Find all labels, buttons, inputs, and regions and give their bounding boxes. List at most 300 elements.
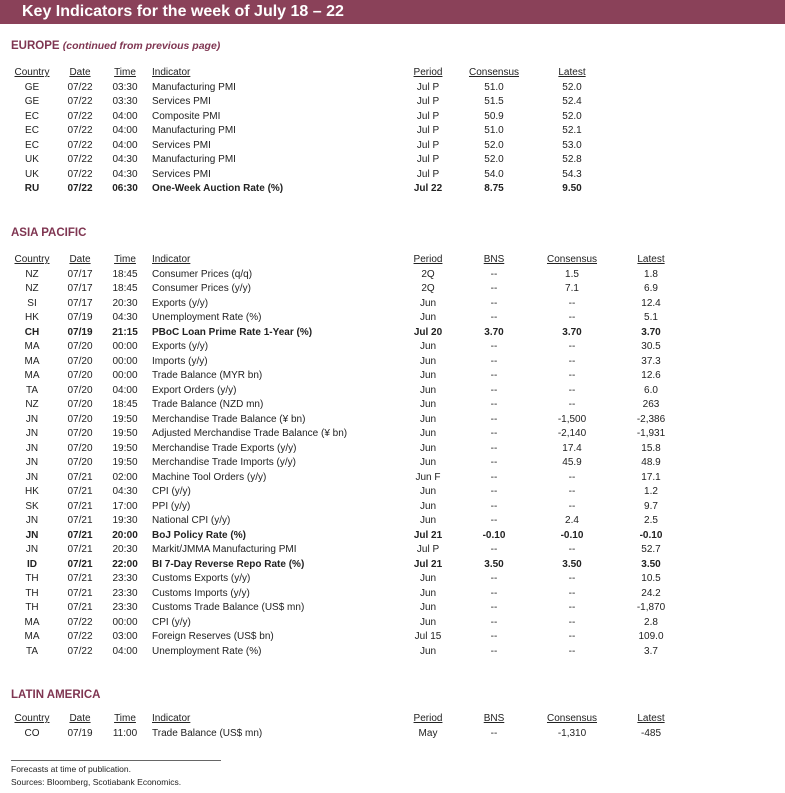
cell-indicator: Services PMI (152, 139, 211, 151)
cell-consensus: 51.0 (484, 125, 504, 136)
cell-country: TA (25, 645, 39, 657)
cell-indicator: CPI (y/y) (152, 616, 191, 628)
cell-consensus: 3.50 (562, 558, 582, 570)
cell-date: 07/20 (67, 457, 93, 468)
cell-period: Jun F (415, 471, 441, 483)
cell-date: 07/20 (67, 355, 93, 367)
cell-indicator: CPI (y/y) (152, 486, 191, 497)
cell-bns: -- (490, 631, 498, 642)
cell-date: 07/17 (67, 297, 93, 309)
cell-latest: 109.0 (638, 631, 664, 642)
cell-consensus: -- (568, 500, 576, 512)
cell-latest: 6.9 (644, 283, 658, 294)
cell-date: 07/22 (67, 81, 93, 93)
cell-indicator: Unemployment Rate (%) (152, 312, 262, 323)
cell-period: Jun (419, 384, 437, 396)
cell-latest: 52.4 (562, 96, 582, 107)
header-period: Period (413, 254, 443, 265)
cell-indicator: Trade Balance (US$ mn) (152, 727, 263, 739)
cell-time: 00:00 (112, 341, 138, 352)
europe-section-title (11, 40, 220, 52)
cell-period: Jul P (416, 81, 440, 93)
footer (11, 763, 181, 789)
cell-bns: -- (490, 268, 498, 280)
latam-section-title: LATIN AMERICA (11, 689, 101, 701)
cell-time: 18:45 (112, 268, 138, 280)
cell-date: 07/19 (67, 312, 93, 323)
table-row (0, 529, 785, 544)
cell-period: Jun (419, 602, 437, 613)
cell-consensus: -- (568, 486, 576, 497)
cell-latest: 48.9 (641, 457, 661, 468)
cell-period: Jun (419, 413, 437, 425)
cell-date: 07/20 (67, 341, 93, 352)
cell-date: 07/21 (67, 573, 93, 584)
cell-period: 2Q (421, 283, 435, 294)
cell-bns: -- (490, 602, 498, 613)
cell-consensus: -- (568, 341, 576, 352)
table-row (0, 413, 785, 428)
table-row (0, 500, 785, 515)
cell-latest: -2,386 (636, 413, 666, 425)
cell-time: 18:45 (112, 283, 138, 294)
cell-consensus: -2,140 (557, 428, 587, 439)
cell-latest: 54.3 (562, 168, 582, 180)
cell-date: 07/22 (67, 125, 93, 136)
cell-consensus: 51.5 (484, 96, 504, 107)
cell-consensus: 52.0 (484, 154, 504, 165)
cell-date: 07/22 (67, 139, 93, 151)
latam-table (0, 712, 785, 741)
cell-time: 04:00 (112, 384, 138, 396)
cell-consensus: 52.0 (484, 139, 504, 151)
cell-consensus: -- (568, 370, 576, 381)
cell-time: 21:15 (112, 326, 138, 338)
cell-consensus: 45.9 (562, 457, 582, 468)
header-date: Date (69, 254, 91, 265)
cell-period: Jul P (416, 139, 440, 151)
cell-country: JN (25, 529, 39, 541)
cell-bns: -- (490, 355, 498, 367)
cell-indicator: Consumer Prices (q/q) (152, 268, 253, 280)
cell-period: Jun (419, 616, 437, 628)
cell-country: GE (24, 81, 40, 93)
cell-consensus: -- (568, 312, 576, 323)
cell-country: TH (25, 573, 39, 584)
cell-latest: 3.70 (641, 326, 661, 338)
cell-indicator: Markit/JMMA Manufacturing PMI (152, 544, 297, 555)
cell-bns: -- (490, 500, 498, 512)
cell-country: HK (25, 486, 39, 497)
cell-period: 2Q (421, 268, 435, 280)
europe-note: (continued from previous page) (62, 40, 221, 52)
cell-consensus: -- (568, 645, 576, 657)
cell-indicator: Customs Imports (y/y) (152, 587, 250, 599)
cell-time: 18:45 (112, 399, 138, 410)
cell-bns: -- (490, 283, 498, 294)
cell-latest: 6.0 (644, 384, 658, 396)
asia-section-title: ASIA PACIFIC (11, 227, 87, 239)
cell-country: TH (25, 587, 39, 599)
cell-latest: -485 (640, 727, 662, 739)
latam-header-row (0, 712, 785, 727)
cell-date: 07/22 (67, 645, 93, 657)
cell-country: TA (25, 384, 39, 396)
cell-bns: -- (490, 544, 498, 555)
cell-date: 07/22 (67, 110, 93, 122)
footer-sources: Sources: Bloomberg, Scotiabank Economics. (11, 777, 182, 787)
cell-country: MA (24, 370, 40, 381)
cell-indicator: Machine Tool Orders (y/y) (152, 471, 267, 483)
cell-indicator: Unemployment Rate (%) (152, 645, 262, 657)
cell-time: 20:30 (112, 544, 138, 555)
cell-time: 23:30 (112, 602, 138, 613)
cell-country: UK (25, 168, 39, 180)
table-row (0, 369, 785, 384)
cell-date: 07/21 (67, 515, 93, 526)
cell-time: 22:00 (112, 558, 138, 570)
cell-time: 19:50 (112, 457, 138, 468)
cell-bns: -- (490, 413, 498, 425)
cell-consensus: -- (568, 616, 576, 628)
header-latest: Latest (558, 67, 586, 78)
cell-country: MA (24, 355, 40, 367)
cell-country: JN (25, 515, 39, 526)
europe-header-row (0, 66, 785, 81)
table-row (0, 182, 785, 197)
cell-consensus: 2.4 (565, 515, 579, 526)
cell-consensus: -1,500 (557, 413, 587, 425)
cell-date: 07/22 (67, 183, 93, 194)
cell-date: 07/20 (67, 442, 93, 454)
cell-period: Jun (419, 442, 437, 454)
cell-date: 07/21 (67, 529, 93, 541)
cell-date: 07/21 (67, 471, 93, 483)
cell-indicator: Merchandise Trade Exports (y/y) (152, 442, 297, 454)
cell-indicator: Customs Exports (y/y) (152, 573, 251, 584)
cell-date: 07/20 (67, 428, 93, 439)
header-period: Period (413, 713, 443, 724)
cell-time: 00:00 (112, 370, 138, 381)
table-row (0, 485, 785, 500)
footer-divider (11, 760, 221, 761)
table-row (0, 456, 785, 471)
cell-latest: 3.7 (644, 645, 658, 657)
cell-time: 00:00 (112, 355, 138, 367)
cell-latest: 9.50 (562, 183, 582, 194)
table-row (0, 427, 785, 442)
cell-latest: 10.5 (641, 573, 661, 584)
table-row (0, 311, 785, 326)
cell-time: 20:00 (112, 529, 138, 541)
cell-country: MA (24, 616, 40, 628)
cell-indicator: Services PMI (152, 96, 211, 107)
cell-indicator: Trade Balance (NZD mn) (152, 399, 264, 410)
table-row (0, 326, 785, 341)
cell-indicator: Trade Balance (MYR bn) (152, 370, 263, 381)
header-consensus: Consensus (546, 254, 598, 265)
cell-indicator: Exports (y/y) (152, 297, 209, 309)
cell-period: Jun (419, 370, 437, 381)
header-time: Time (114, 67, 136, 78)
cell-country: EC (25, 125, 39, 136)
header-consensus: Consensus (546, 713, 598, 724)
cell-indicator: Manufacturing PMI (152, 125, 236, 136)
cell-period: May (418, 727, 438, 739)
header-period: Period (413, 67, 443, 78)
cell-date: 07/17 (67, 283, 93, 294)
table-row (0, 601, 785, 616)
cell-bns: -- (490, 399, 498, 410)
header-time: Time (114, 254, 136, 265)
cell-country: GE (24, 96, 40, 107)
table-row (0, 471, 785, 486)
table-row (0, 139, 785, 154)
cell-time: 11:00 (112, 727, 138, 739)
cell-consensus: 7.1 (565, 283, 579, 294)
table-row (0, 630, 785, 645)
cell-time: 20:30 (112, 297, 138, 309)
cell-period: Jun (419, 312, 437, 323)
cell-period: Jun (419, 341, 437, 352)
cell-country: RU (24, 183, 40, 194)
cell-time: 04:30 (112, 486, 138, 497)
table-row (0, 124, 785, 139)
cell-bns: -- (490, 442, 498, 454)
cell-latest: 52.7 (641, 544, 661, 555)
cell-indicator: Services PMI (152, 168, 211, 180)
cell-period: Jun (419, 587, 437, 599)
cell-date: 07/22 (67, 154, 93, 165)
cell-country: SI (27, 297, 37, 309)
cell-period: Jun (419, 457, 437, 468)
header-latest: Latest (637, 713, 665, 724)
cell-date: 07/21 (67, 544, 93, 555)
cell-indicator: Exports (y/y) (152, 341, 209, 352)
europe-table (0, 66, 785, 197)
cell-indicator: National CPI (y/y) (152, 515, 231, 526)
cell-latest: -1,870 (636, 602, 666, 613)
cell-latest: 52.8 (562, 154, 582, 165)
cell-latest: 37.3 (641, 355, 661, 367)
cell-country: MA (24, 631, 40, 642)
cell-consensus: -0.10 (560, 529, 584, 541)
cell-bns: 3.50 (484, 558, 504, 570)
cell-latest: 52.1 (562, 125, 582, 136)
cell-consensus: -- (568, 399, 576, 410)
cell-period: Jun (419, 500, 437, 512)
cell-latest: 52.0 (562, 110, 582, 122)
cell-consensus: -- (568, 544, 576, 555)
cell-indicator: BoJ Policy Rate (%) (152, 529, 246, 541)
asia-table (0, 253, 785, 659)
cell-period: Jul 22 (413, 183, 443, 194)
table-row (0, 95, 785, 110)
cell-bns: -0.10 (482, 529, 506, 541)
table-row (0, 168, 785, 183)
cell-bns: -- (490, 341, 498, 352)
cell-consensus: 8.75 (484, 183, 504, 194)
cell-bns: -- (490, 370, 498, 381)
cell-indicator: Customs Trade Balance (US$ mn) (152, 602, 305, 613)
cell-latest: 53.0 (562, 139, 582, 151)
cell-bns: -- (490, 573, 498, 584)
page-title: Key Indicators for the week of July 18 – 22 (0, 0, 785, 24)
cell-country: JN (25, 457, 39, 468)
cell-indicator: Composite PMI (152, 110, 221, 122)
cell-country: HK (25, 312, 39, 323)
cell-time: 04:00 (112, 645, 138, 657)
cell-latest: 12.4 (641, 297, 661, 309)
cell-country: JN (25, 428, 39, 439)
cell-time: 04:30 (112, 312, 138, 323)
cell-indicator: Manufacturing PMI (152, 154, 236, 165)
cell-time: 17:00 (112, 500, 138, 512)
cell-country: ID (27, 558, 37, 570)
cell-date: 07/22 (67, 631, 93, 642)
cell-latest: 30.5 (641, 341, 661, 352)
table-row (0, 268, 785, 283)
cell-time: 02:00 (112, 471, 138, 483)
cell-bns: -- (490, 587, 498, 599)
cell-bns: -- (490, 457, 498, 468)
table-row (0, 558, 785, 573)
table-row (0, 587, 785, 602)
cell-time: 00:00 (112, 616, 138, 628)
cell-date: 07/22 (67, 96, 93, 107)
cell-bns: -- (490, 297, 498, 309)
cell-date: 07/20 (67, 370, 93, 381)
cell-time: 19:50 (112, 442, 138, 454)
cell-period: Jun (419, 573, 437, 584)
cell-date: 07/20 (67, 384, 93, 396)
cell-date: 07/17 (67, 268, 93, 280)
header-country: Country (14, 254, 50, 265)
cell-time: 03:30 (112, 81, 138, 93)
table-row (0, 398, 785, 413)
table-row (0, 514, 785, 529)
cell-country: EC (25, 139, 39, 151)
cell-country: NZ (25, 283, 39, 294)
cell-bns: -- (490, 312, 498, 323)
cell-period: Jul P (416, 168, 440, 180)
footer-forecast-note: Forecasts at time of publication. (11, 764, 132, 774)
cell-bns: -- (490, 486, 498, 497)
cell-time: 04:00 (112, 110, 138, 122)
table-row (0, 572, 785, 587)
table-row (0, 543, 785, 558)
cell-latest: 52.0 (562, 81, 582, 93)
cell-country: JN (25, 413, 39, 425)
cell-bns: -- (490, 727, 498, 739)
header-latest: Latest (637, 254, 665, 265)
cell-date: 07/21 (67, 500, 93, 512)
cell-period: Jul 21 (413, 529, 443, 541)
cell-latest: 9.7 (644, 500, 658, 512)
cell-period: Jul P (416, 110, 440, 122)
cell-date: 07/22 (67, 168, 93, 180)
cell-consensus: 17.4 (562, 442, 582, 454)
cell-indicator: Imports (y/y) (152, 355, 208, 367)
cell-consensus: -1,310 (557, 727, 587, 739)
cell-time: 03:30 (112, 96, 138, 107)
cell-time: 04:00 (112, 139, 138, 151)
cell-period: Jul P (416, 125, 440, 136)
table-row (0, 153, 785, 168)
header-date: Date (69, 67, 91, 78)
cell-consensus: 54.0 (484, 168, 504, 180)
cell-period: Jun (419, 515, 437, 526)
cell-consensus: -- (568, 355, 576, 367)
header-indicator: Indicator (152, 713, 191, 724)
cell-period: Jul 21 (413, 558, 443, 570)
header-country: Country (14, 713, 50, 724)
table-row (0, 282, 785, 297)
cell-period: Jun (419, 645, 437, 657)
cell-period: Jul P (416, 544, 440, 555)
cell-consensus: -- (568, 471, 576, 483)
table-row (0, 297, 785, 312)
cell-country: JN (25, 544, 39, 555)
cell-date: 07/22 (67, 616, 93, 628)
header-indicator: Indicator (152, 254, 191, 265)
table-row (0, 340, 785, 355)
cell-latest: 1.8 (644, 268, 658, 280)
cell-period: Jun (419, 355, 437, 367)
cell-country: TH (25, 602, 39, 613)
cell-consensus: 3.70 (562, 326, 582, 338)
cell-indicator: Merchandise Trade Imports (y/y) (152, 457, 296, 468)
table-row (0, 384, 785, 399)
cell-time: 23:30 (112, 587, 138, 599)
cell-latest: -0.10 (639, 529, 663, 541)
cell-latest: -1,931 (636, 428, 666, 439)
asia-header-row (0, 253, 785, 268)
cell-time: 19:50 (112, 413, 138, 425)
cell-date: 07/20 (67, 413, 93, 425)
cell-time: 19:30 (112, 515, 138, 526)
cell-period: Jul 20 (413, 326, 443, 338)
cell-bns: 3.70 (484, 326, 504, 338)
cell-period: Jun (419, 399, 437, 410)
cell-bns: -- (490, 616, 498, 628)
cell-latest: 5.1 (644, 312, 658, 323)
header-country: Country (14, 67, 50, 78)
cell-bns: -- (490, 384, 498, 396)
europe-title: EUROPE (11, 40, 60, 52)
cell-date: 07/21 (67, 558, 93, 570)
cell-time: 04:30 (112, 154, 138, 165)
table-row (0, 727, 785, 742)
cell-time: 04:00 (112, 125, 138, 136)
table-row (0, 645, 785, 660)
cell-time: 23:30 (112, 573, 138, 584)
cell-time: 19:50 (112, 428, 138, 439)
cell-latest: 1.2 (644, 486, 658, 497)
cell-latest: 2.5 (644, 515, 658, 526)
cell-country: NZ (25, 399, 39, 410)
cell-bns: -- (490, 471, 498, 483)
header-bns: BNS (483, 254, 505, 265)
header-bns: BNS (483, 713, 505, 724)
cell-consensus: 1.5 (565, 268, 579, 280)
cell-country: NZ (25, 268, 39, 280)
cell-latest: 12.6 (641, 370, 661, 381)
cell-indicator: BI 7-Day Reverse Repo Rate (%) (152, 558, 305, 570)
cell-consensus: -- (568, 573, 576, 584)
cell-date: 07/20 (67, 399, 93, 410)
cell-latest: 24.2 (641, 587, 661, 599)
